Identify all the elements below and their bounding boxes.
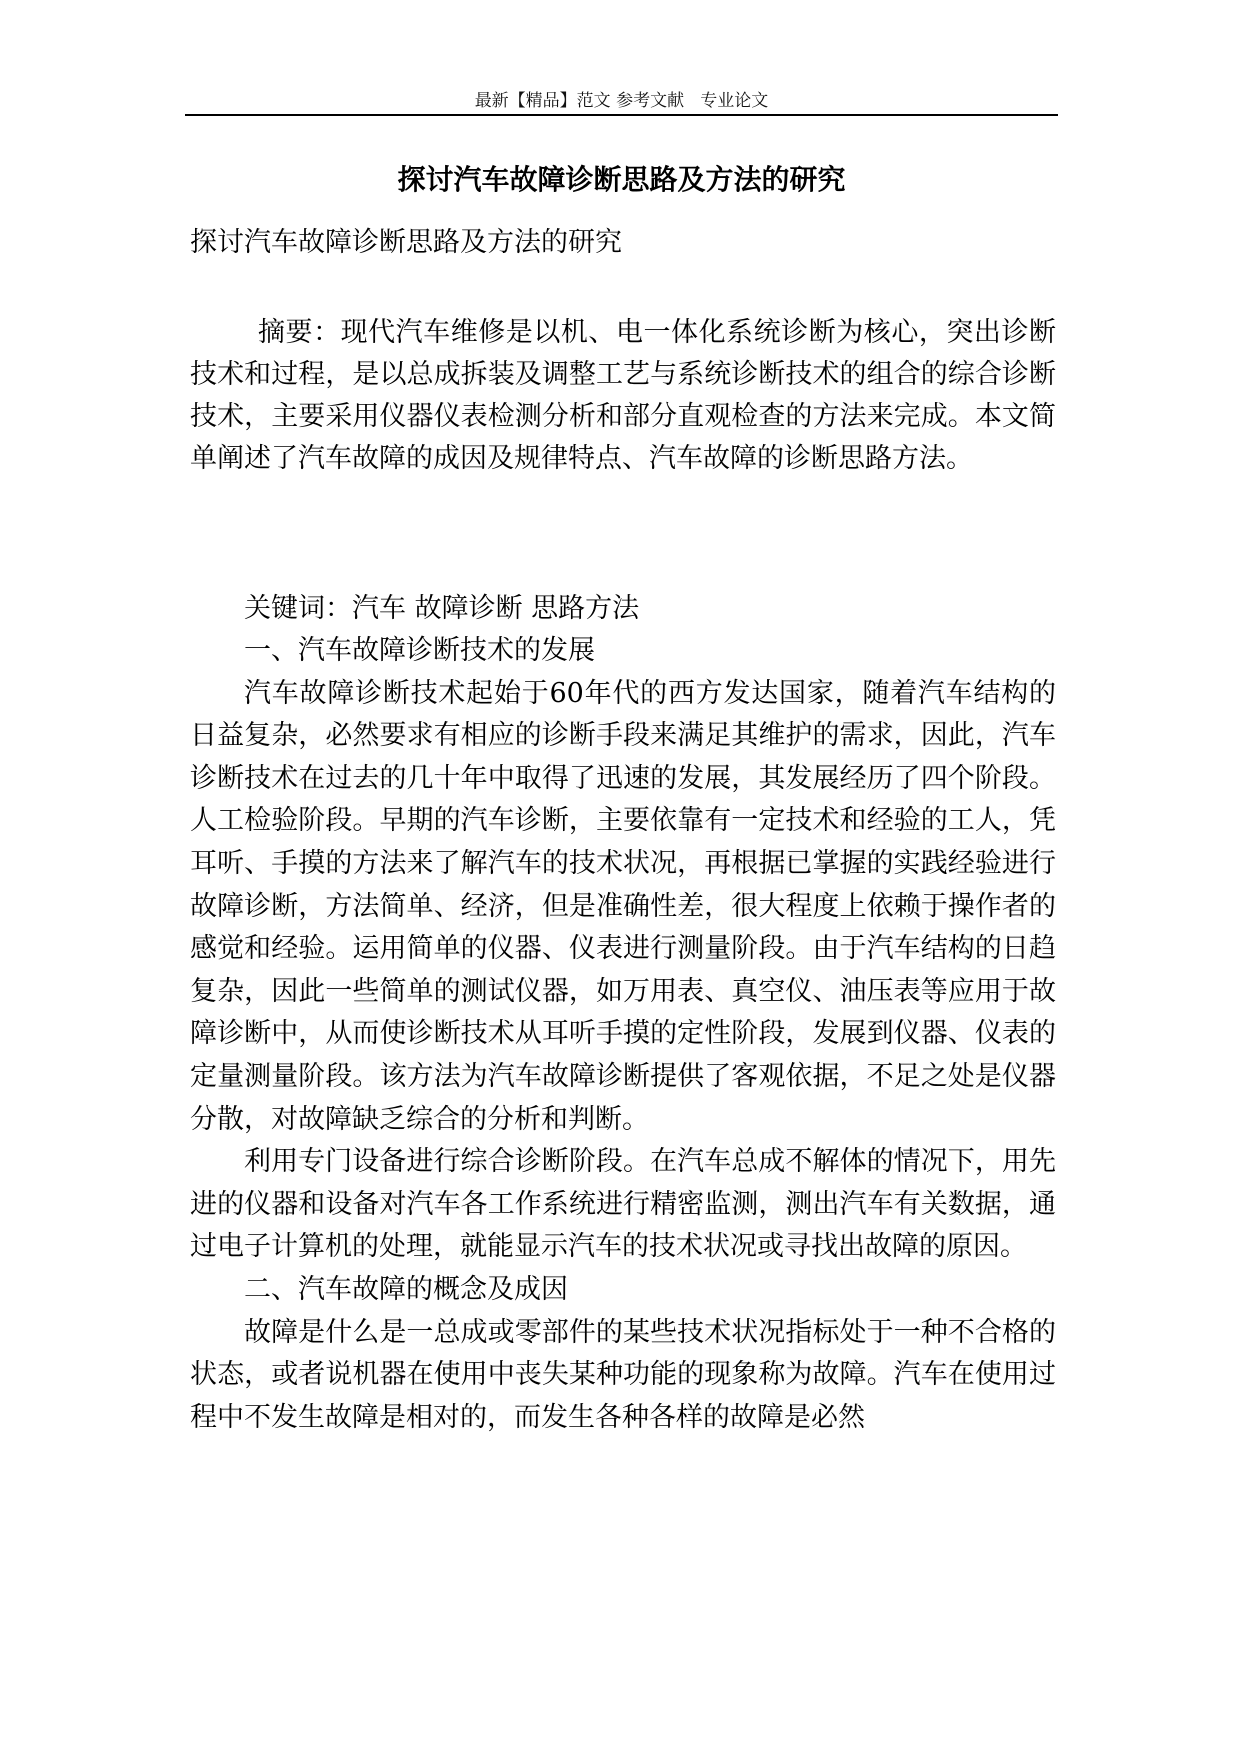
keywords-block [190, 588, 1056, 630]
keywords-text: 关键词：汽车 故障诊断 思路方法 [244, 593, 640, 624]
main-body [190, 630, 1056, 1439]
body-paragraph: 利用专门设备进行综合诊断阶段。在汽车总成不解体的情况下，用先进的仪器和设备对汽车各工作系统进行精密监测，测出汽车有关数据，通过电子计算机的处理，就能显示汽车的技术状况或寻找出故障的原因。 [190, 1146, 1056, 1263]
body-paragraph: 汽车故障诊断技术起始于60年代的西方发达国家，随着汽车结构的日益复杂，必然要求有相应的诊断手段来满足其维护的需求，因此，汽车诊断技术在过去的几十年中取得了迅速的发展，其发展经历了四个阶段。人工检验阶段。早期的汽车诊断，主要依靠有一定技术和经验的工人，凭耳听、手摸的方法来了解汽车的技术状况，再根据已掌握的实践经验进行故障诊断，方法简单、经济，但是准确性差，很大程度上依赖于操作者的感觉和经验。运用简单的仪器、仪表进行测量阶段。由于汽车结构的日趋复杂，因此一些简单的测试仪器，如万用表、真空仪、油压表等应用于故障诊断中，从而使诊断技术从耳听手摸的定性阶段，发展到仪器、仪表的定量测量阶段。该方法为汽车故障诊断提供了客观依据，不足之处是仪器分散，对故障缺乏综合的分析和判断。 [190, 677, 1056, 1135]
body-paragraph: 故障是什么是一总成或零部件的某些技术状况指标处于一种不合格的状态，或者说机器在使用中丧失某种功能的现象称为故障。汽车在使用过程中不发生故障是相对的，而发生各种各样的故障是必然 [190, 1316, 1056, 1433]
section-heading: 二、汽车故障的概念及成因 [244, 1273, 568, 1305]
subtitle-text: 探讨汽车故障诊断思路及方法的研究 [190, 227, 622, 258]
document-subtitle [190, 222, 1056, 264]
document-title: 探讨汽车故障诊断思路及方法的研究 [397, 163, 846, 196]
header-rule [185, 114, 1058, 116]
abstract-block [190, 312, 1056, 480]
page-header: 最新【精品】范文 参考文献 专业论文 [474, 91, 769, 111]
section-heading: 一、汽车故障诊断技术的发展 [244, 635, 595, 666]
abstract-text: 摘要：现代汽车维修是以机、电一体化系统诊断为核心，突出诊断技术和过程，是以总成拆装及调整工艺与系统诊断技术的组合的综合诊断技术，主要采用仪器仪表检测分析和部分直观检查的方法来完成。本文简单阐述了汽车故障的成因及规律特点、汽车故障的诊断思路方法。 [190, 317, 1056, 474]
